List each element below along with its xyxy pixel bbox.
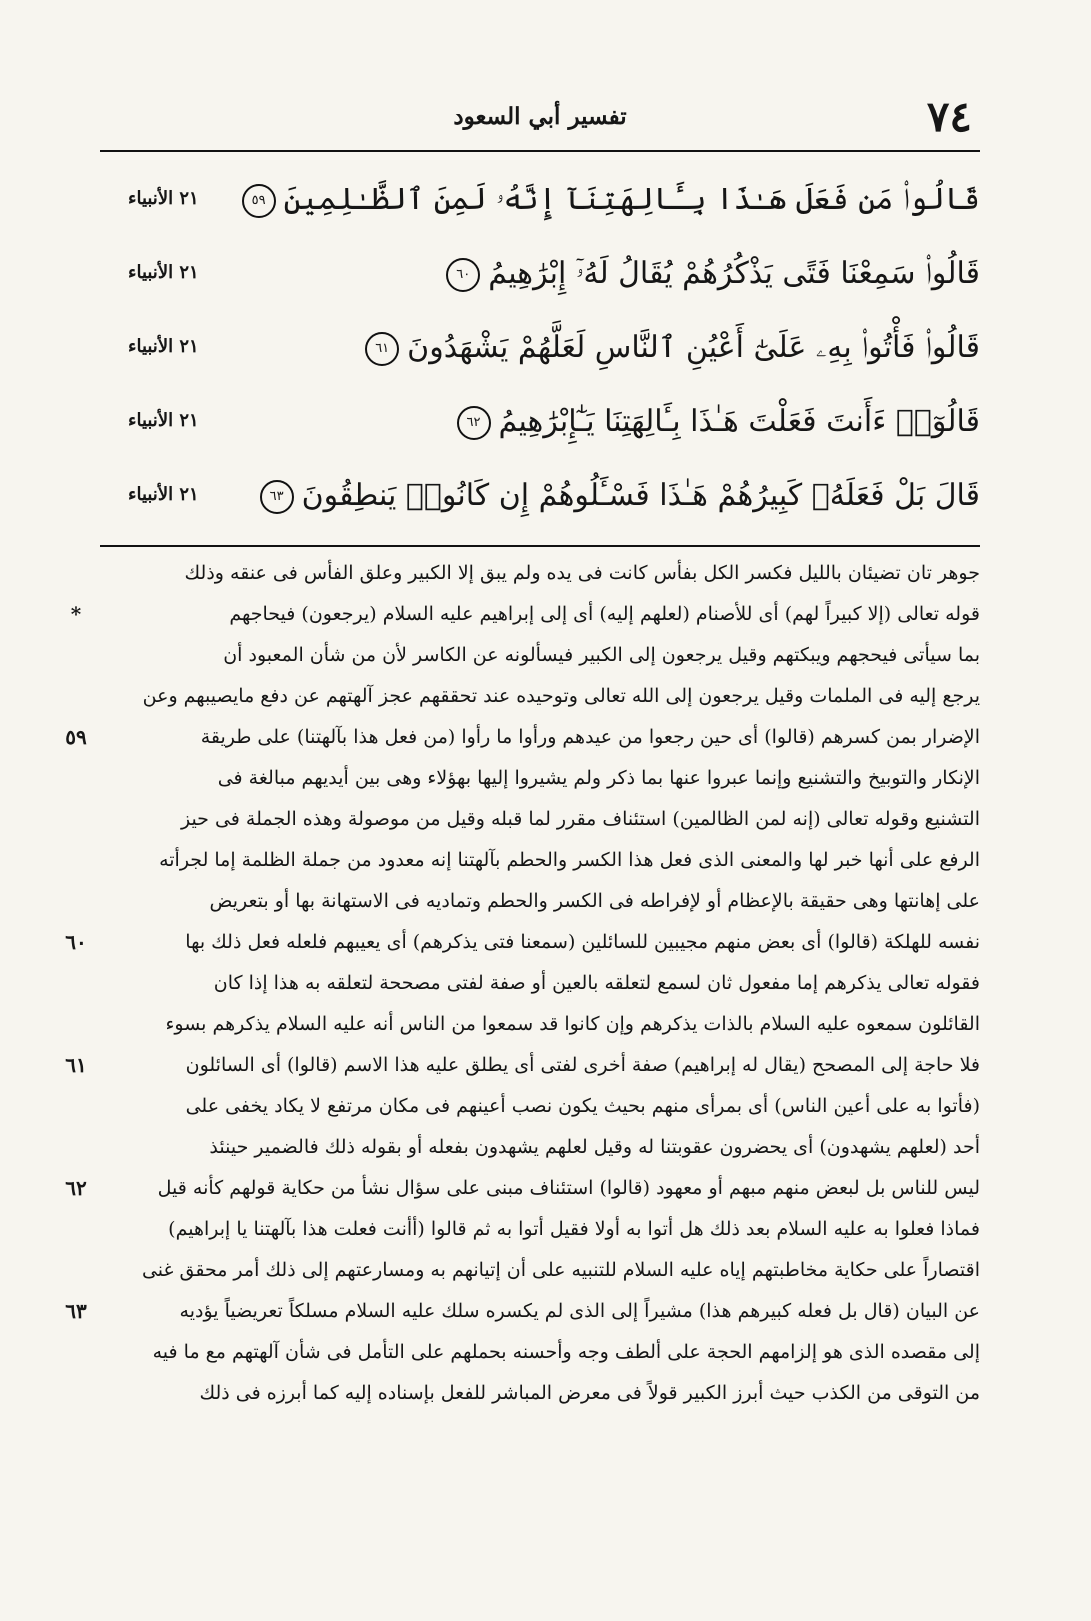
commentary-text: قوله تعالى (إلا كبيراً لهم) أى للأصنام (لعلهم إليه) أى إلى إبراهيم عليه السلام (يرجعون) فيحاجهم [229, 603, 980, 625]
commentary-line [60, 1086, 980, 1127]
commentary-text: من التوقى من الكذب حيث أبرز الكبير قولاً فى معرض المباشر للفعل بإسناده إليه كما أبرزه فى ذلك [199, 1382, 980, 1404]
commentary-line [60, 758, 980, 799]
verse-number-marker: ٦١ [365, 332, 399, 366]
separator-rule [100, 545, 980, 547]
commentary-line [60, 922, 980, 963]
commentary-line [60, 1168, 980, 1209]
commentary-text: فلا حاجة إلى المصحح (يقال له إبراهيم) صفة أخرى لفتى أى يطلق عليه هذا الاسم (قالوا) أى السائلون [185, 1054, 980, 1076]
verse-number-marker: ٦٠ [446, 258, 480, 292]
verse-row [100, 240, 980, 314]
commentary-line [60, 963, 980, 1004]
verse-text: قَالُوا۟ سَمِعْنَا فَتًى يَذْكُرُهُمْ يُقَالُ لَهُۥٓ إِبْرَٰهِيمُ٦٠ [446, 250, 980, 298]
commentary-text: التشنيع وقوله تعالى (إنه لمن الظالمين) استئناف مقرر لما قبله وقيل من موصولة وهذه الجملة فى حيز [180, 808, 980, 830]
running-title: تفسير أبي السعود [453, 103, 627, 130]
commentary-text: يرجع إليه فى الملمات وقيل يرجعون إلى الله تعالى وتوحيده عند تحققهم عجز آلهتهم عن دفع مايصيبهم وعن [142, 685, 980, 707]
verse-reference: ٢١ الأنبياء [128, 262, 199, 283]
commentary-line [60, 1127, 980, 1168]
commentary-block [60, 553, 980, 1414]
verse-reference: ٢١ الأنبياء [128, 410, 199, 431]
verse-row [100, 166, 980, 240]
commentary-line [60, 840, 980, 881]
verse-reference: ٢١ الأنبياء [128, 188, 199, 209]
verse-row [100, 314, 980, 388]
commentary-line [60, 717, 980, 758]
line-marker: ٦٢ [65, 1176, 87, 1200]
verse-text: قَالَ بَلْ فَعَلَهُۥ كَبِيرُهُمْ هَـٰذَا فَسْـَٔلُوهُمْ إِن كَانُوا۟ يَنطِقُونَ٦٣ [260, 472, 980, 520]
commentary-line [60, 1250, 980, 1291]
commentary-text: جوهر تان تضيئان بالليل فكسر الكل بفأس كانت فى يده ولم يبق إلا الكبير وعلق الفأس فى عنقه وذلك [184, 562, 980, 584]
page-header [100, 88, 980, 148]
line-marker: ٦١ [65, 1053, 87, 1077]
verse-number-marker: ٦٣ [260, 480, 294, 514]
commentary-text: نفسه للهلكة (قالوا) أى بعض منهم مجيبين للسائلين (سمعنا فتى يذكرهم) أى يعيبهم فلعله فعل ذلك بها [185, 931, 980, 953]
line-marker: ٥٩ [65, 725, 87, 749]
commentary-text: أحد (لعلهم يشهدون) أى يحضرون عقوبتنا له وقيل لعلهم يشهدون بفعله أو بقوله ذلك فالضمير حينئذ [209, 1136, 980, 1158]
page-number: ٧٤ [926, 92, 972, 141]
commentary-line [60, 1332, 980, 1373]
verse-number-marker: ٥٩ [242, 184, 276, 218]
commentary-line [60, 1373, 980, 1414]
header-rule [100, 150, 980, 152]
commentary-text: الإضرار بمن كسرهم (قالوا) أى حين رجعوا من عيدهم ورأوا ما رأوا (من فعل هذا بآلهتنا) على طريقة [200, 726, 980, 748]
commentary-text: عن البيان (قال بل فعله كبيرهم هذا) مشيراً إلى الذى لم يكسره سلك عليه السلام مسلكاً تعريضياً يؤديه [179, 1300, 980, 1322]
commentary-line [60, 676, 980, 717]
line-marker: ٦٠ [65, 930, 87, 954]
verse-text: قَالُوا۟ فَأْتُوا۟ بِهِۦ عَلَىٰٓ أَعْيُنِ ٱلنَّاسِ لَعَلَّهُمْ يَشْهَدُونَ٦١ [365, 324, 980, 372]
commentary-text: ليس للناس بل لبعض منهم مبهم أو معهود (قالوا) استئناف مبنى على سؤال نشأ من حكاية قولهم كأنه قيل [157, 1177, 980, 1199]
commentary-text: بما سيأتى فيحجهم ويبكتهم وقيل يرجعون إلى الكبير فيسألونه عن الكاسر لأن من شأن المعبود أن [223, 644, 980, 666]
line-marker: * [70, 602, 82, 626]
commentary-line [60, 553, 980, 594]
verse-number-marker: ٦٢ [457, 406, 491, 440]
verse-text: قَالُوٓا۟ ءَأَنتَ فَعَلْتَ هَـٰذَا بِـَٔالِهَتِنَا يَـٰٓإِبْرَٰهِيمُ٦٢ [457, 398, 980, 446]
verse-reference: ٢١ الأنبياء [128, 336, 199, 357]
commentary-line [60, 1045, 980, 1086]
verse-reference: ٢١ الأنبياء [128, 484, 199, 505]
verse-row [100, 462, 980, 536]
commentary-text: إلى مقصده الذى هو إلزامهم الحجة على ألطف وجه وأحسنه بحملهم على التأمل فى شأن آلهتهم مع ما فيه [152, 1341, 980, 1363]
commentary-text: اقتصاراً على حكاية مخاطبتهم إياه عليه السلام للتنبيه على أن إتيانهم به ومسارعتهم إلى ذلك أمر محقق غنى [141, 1259, 980, 1281]
commentary-text: فقوله تعالى يذكرهم إما مفعول ثان لسمع لتعلقه بالعين أو صفة لفتى مصححة لتعلقه به هذا إذا كان [213, 972, 980, 994]
commentary-text: (فأتوا به على أعين الناس) أى بمرأى منهم بحيث يكون نصب أعينهم فى مكان مرتفع لا يكاد يخفى على [185, 1095, 980, 1117]
verse-text: قَالُوا۟ مَن فَعَلَ هَـٰذَا بِـَٔالِهَتِنَآ إِنَّهُۥ لَمِنَ ٱلظَّـٰلِمِينَ٥٩ [242, 176, 980, 224]
commentary-line [60, 1004, 980, 1045]
commentary-line [60, 799, 980, 840]
commentary-text: على إهانتها وهى حقيقة بالإعظام أو لإفراطه فى الكسر والحطم وتماديه فى الاستهانة بها أو بتعريض [209, 890, 980, 912]
commentary-line [60, 881, 980, 922]
line-marker: ٦٣ [65, 1299, 87, 1323]
verse-row [100, 388, 980, 462]
commentary-line [60, 594, 980, 635]
commentary-line [60, 1209, 980, 1250]
verse-block [100, 166, 980, 536]
commentary-text: الرفع على أنها خبر لها والمعنى الذى فعل هذا الكسر والحطم بآلهتنا إنه معدود من جملة الظلمة إما لجرأته [159, 849, 980, 871]
commentary-text: الإنكار والتوبيخ والتشنيع وإنما عبروا عنها بما ذكر ولم يشيروا إليها بهؤلاء وهى بين أيديهم مبالغة فى [217, 767, 980, 789]
commentary-text: القائلون سمعوه عليه السلام بالذات يذكرهم وإن كانوا قد سمعوا من الناس أنه عليه السلام يذكرهم بسوء [165, 1013, 980, 1035]
commentary-line [60, 1291, 980, 1332]
commentary-line [60, 635, 980, 676]
commentary-text: فماذا فعلوا به عليه السلام بعد ذلك هل أتوا به أولا فقيل أتوا به ثم قالوا (أأنت فعلت هذا بآلهتنا يا إبراهيم) [168, 1218, 980, 1240]
